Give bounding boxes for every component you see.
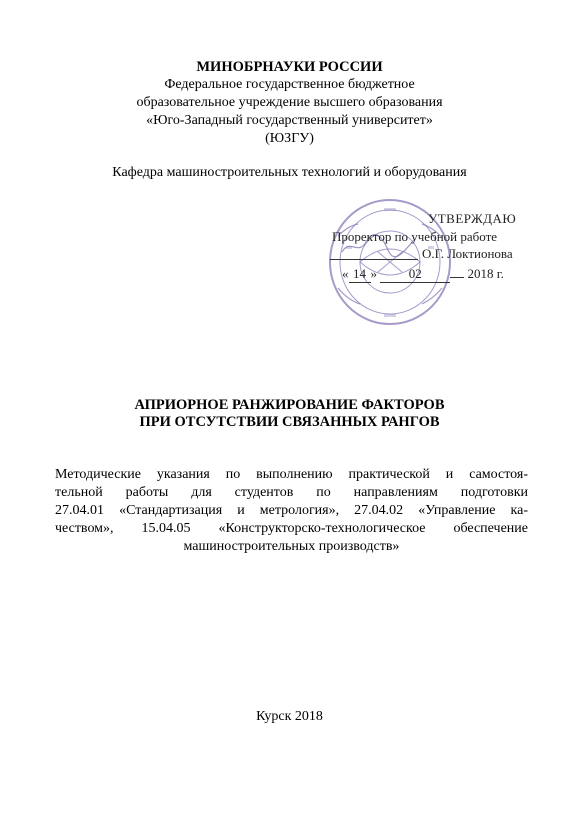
title-line: ПРИ ОТСУТСТВИИ СВЯЗАННЫХ РАНГОВ — [139, 414, 440, 430]
institution-block — [0, 76, 579, 148]
institution-abbreviation: (ЮЗГУ) — [265, 131, 314, 146]
institution-line: Федеральное государственное бюджетное — [164, 77, 415, 92]
signature-line — [330, 245, 418, 260]
approval-date — [342, 266, 504, 283]
department-name: Кафедра машиностроительных технологий и оборудования — [112, 165, 467, 180]
ministry-heading: МИНОБРНАУКИ РОССИИ — [196, 59, 383, 75]
date-quote-close: » — [370, 266, 377, 281]
approval-role: Проректор по учебной работе — [332, 229, 498, 244]
city-year: Курск 2018 — [256, 709, 323, 724]
description-line: машиностроительных производств» — [183, 539, 400, 554]
description-line: 27.04.01 «Стандартизация и метрология», 27.04.02 «Управление ка- — [55, 503, 528, 518]
description-block — [55, 466, 528, 556]
title-line: АПРИОРНОЕ РАНЖИРОВАНИЕ ФАКТОРОВ — [134, 397, 445, 413]
approval-block — [318, 196, 568, 336]
date-month: 02 — [380, 266, 450, 283]
date-year: 2018 г. — [467, 266, 504, 281]
approval-title: УТВЕРЖДАЮ — [428, 211, 517, 226]
date-day: 14 — [349, 266, 371, 283]
document-title — [0, 397, 579, 431]
description-line: Методические указания по выполнению практической и самостоя- — [55, 467, 528, 482]
institution-line: образовательное учреждение высшего образования — [136, 95, 443, 110]
description-line: тельной работы для студентов по направлениям подготовки — [55, 485, 528, 500]
institution-line: «Юго-Западный государственный университет» — [146, 113, 433, 128]
approver-name: О.Г. Локтионова — [422, 246, 513, 261]
description-line: чеством», 15.04.05 «Конструкторско-технологическое обеспечение — [55, 521, 528, 536]
date-quote-open: « — [342, 266, 349, 281]
